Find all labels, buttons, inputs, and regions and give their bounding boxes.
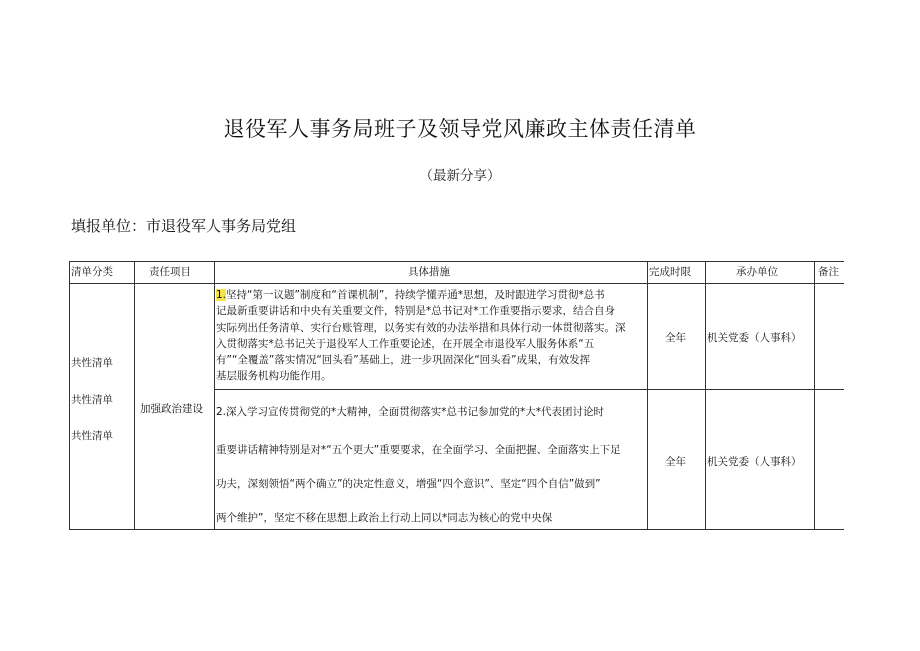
- measure-line: 有”“全覆盖”落实情况“回头看”基础上，进一步巩固深化“回头看”成果，有效发挥: [216, 354, 591, 367]
- measure-line: 两个维护”，坚定不移在思想上政治上行动上同以*同志为核心的党中央保: [216, 512, 553, 524]
- table-rule-col-remarks: [814, 261, 815, 530]
- measure-line: 功夫，深刻领悟“两个确立”的决定性意义，增强“四个意识”、坚定“四个自信”做到”: [216, 478, 601, 490]
- measure-line: 基层服务机构功能作用。: [216, 370, 332, 383]
- header-deadline: 完成时限: [649, 266, 691, 278]
- measure-line: [216, 287, 626, 303]
- header-remarks: 备注: [818, 266, 839, 278]
- deadline-row-1: 全年: [665, 332, 686, 344]
- header-item: 责任项目: [149, 266, 191, 278]
- header-category: 清单分类: [71, 266, 113, 278]
- deadline-row-2: 全年: [665, 456, 686, 468]
- department-row-2: 机关党委（人事科）: [707, 456, 802, 468]
- table-rule-col-department: [705, 261, 706, 530]
- item-label: 加强政治建设: [140, 403, 203, 415]
- table-rule-col-measures: [214, 261, 215, 530]
- table-rule-header-bottom: [69, 283, 844, 284]
- department-row-1: 机关党委（人事科）: [707, 332, 802, 344]
- table-rule-bottom: [69, 529, 844, 530]
- reporting-unit: [71, 215, 296, 236]
- table-rule-left: [69, 261, 70, 530]
- header-department: 承办单位: [736, 266, 778, 278]
- document-title: 退役军人事务局班子及领导党风廉政主体责任清单: [223, 117, 697, 141]
- reporting-unit-label: 填报单位：: [71, 217, 147, 235]
- measure-row-1: [216, 287, 626, 385]
- document-subtitle: （最新分享）: [419, 168, 501, 184]
- header-measures: 具体措施: [408, 266, 450, 278]
- measure-line: 重要讲话精神特别是对*“五个更大”重要要求，在全面学习、全面把握、全面落实上下足: [216, 444, 621, 456]
- table-rule-col-deadline: [647, 261, 648, 530]
- measure-line: 实际列出任务清单、实行台账管理，以务实有效的办法举措和具体行动一体贯彻落实。深: [216, 321, 626, 334]
- category-label: 共性清单: [71, 394, 113, 406]
- responsibility-table: [69, 261, 844, 530]
- category-label: 共性清单: [71, 430, 113, 442]
- table-rule-top: [69, 261, 844, 262]
- measure-line: 入贯彻落实*总书记关于退役军人工作重要论述，在开展全市退役军人服务体系“五: [216, 337, 595, 350]
- measure-line: 2.深入学习宣传贯彻党的*大精神，全面贯彻落实*总书记参加党的*大*代表团讨论时: [216, 406, 605, 418]
- reporting-unit-value: 市退役军人事务局党组: [146, 217, 297, 235]
- table-rule-row-divider: [214, 389, 844, 390]
- measure-line-text: 坚持“第一议题”制度和“首课机制”，持续学懂弄通*思想，及时跟进学习贯彻*总书: [226, 289, 605, 301]
- highlighted-number: 1.: [216, 289, 227, 301]
- category-label: 共性清单: [71, 357, 113, 369]
- table-rule-col-item: [134, 261, 135, 530]
- measure-line: 记最新重要讲话和中央有关重要文件，特别是*总书记对*工作重要指示要求，结合自身: [216, 305, 615, 318]
